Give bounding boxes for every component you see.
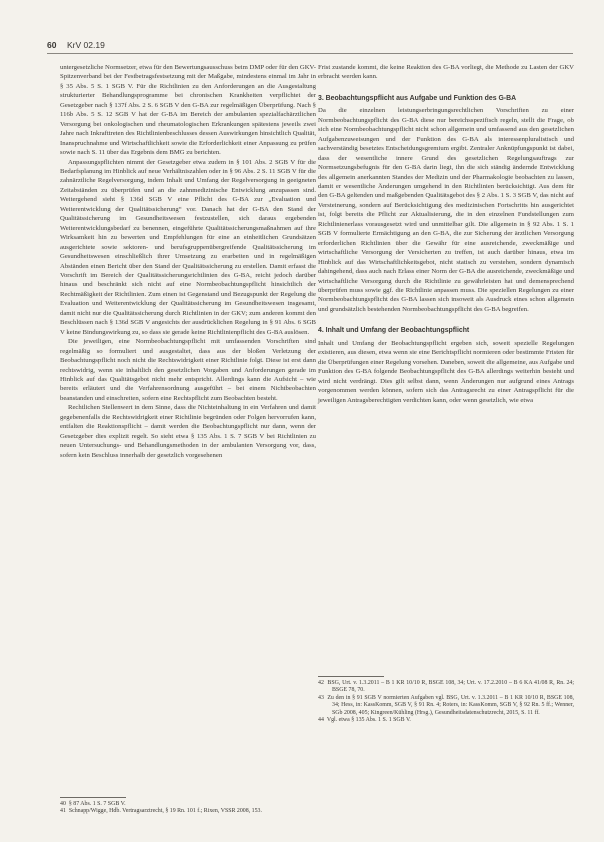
footnote-text: Schnapp/Wigge, Hdb. Vertragsarztrecht, § 19 Rn. 101 f.; Rixen, VSSR 2008, 153. [68, 808, 262, 815]
section-heading: 3. Beobachtungspflicht aus Aufgabe und Funktion des G-BA [318, 94, 517, 102]
paragraph: Rechtlichen Stellenwert in dem Sinne, dass die Nichteinhaltung in ein Verfahren und damit gegebenenfalls die Rechtswidrigkeit einer Richtlinie begründen oder Folgen hervorrufen kann, entfalten die Reaktionspflicht – damit werden die Beobachtungspflicht nur dann, wenn der Gesetzgeber dies explizit regelt. So sieht etwa § 135 Abs. 1 S. 7 SGB V bei Richtlinien zu neuen Untersuchungs- und Behandlungsmethoden in der ambulanten Versorgung vor, dass, sofern kein Beschluss innerhalb der gesetzlich vorgesehenen [60, 404, 316, 459]
left-column [60, 63, 316, 460]
footnote-number: 41 [60, 808, 66, 815]
footnote-text: § 87 Abs. 1 S. 7 SGB V. [68, 801, 126, 807]
footnote-number: 40 [60, 801, 66, 807]
footnote [318, 695, 574, 717]
footnote-text: Zu den in § 91 SGB V normierten Aufgaben vgl. BSG, Urt. v. 1.3.2011 – B 1 KR 10/10 R, BSGE 108, 34; Hess, in: KassKomm, SGB V, § 91 Rn. 4; Roters, in: KassKomm, SGB V, § 92 Rn. 5 ff.; Wenner, SGb 2008, 405; Kingreen/Kühling (Hrsg.), Gesundheitsdatenschutzrecht, 2015, S. 11 ff. [327, 694, 574, 716]
footnote-rule [318, 676, 384, 677]
section-heading: 4. Inhalt und Umfang der Beobachtungspflicht [318, 327, 470, 335]
footnote-text: BSG, Urt. v. 1.3.2011 – B 1 KR 10/10 R, BSGE 108, 34; Urt. v. 17.2.2010 – B 6 KA 41/08 R, Rn. 24; BSGE 78, 70. [327, 680, 574, 694]
footnote-number: 44 [318, 717, 324, 724]
paragraph: Anpassungspflichten nimmt der Gesetzgeber etwa zudem in § 101 Abs. 2 SGB V für die Bedarfsplanung im Hinblick auf neue Verhältniszahlen oder in § 96 Abs. 2 S. 11 SGB V für die zahnärztliche Regelversorgung, indem Inhalt und Umfang der Regelversorgung in geeigneten Zeitabständen zu überprüfen und an die zahnmedizinische Entwicklung anzupassen sind. Weitergehend sieht § 136d SGB V eine Pflicht des G-BA zur „Evaluation und Weiterentwicklung der Qualitätssicherung“ vor. Danach hat der G-BA den Stand der Qualitätssicherung im Gesundheitswesen festzustellen, sich daraus ergebenden Weiterentwicklungsbedarf zu benennen, eingeführte Qualitätssicherungsmaßnahmen auf ihre Wirksamkeit hin zu bewerten und Empfehlungen für eine an einheitlichen Grundsätzen ausgerichtete sowie sektoren- und berufsgruppenübergreifende Qualitätssicherung im Gesundheitswesen einschließlich ihrer Umsetzung zu erarbeiten und in regelmäßigen Abständen einen Bericht über den Stand der Qualitätssicherung zu erstellen. Damit erfasst die Vorschrift im Bereich der Qualitätssicherungsrichtlinien des G-BA, reicht jedoch darüber hinaus und beschränkt sich nicht auf eine Normbeobachtungspflicht hinsichtlich der Rechtmäßigkeit der Richtlinien. Zum einen ist Gegenstand und Bezugspunkt der Regelung die Evaluation und Weiterentwicklung der Qualitätssicherung im Gesundheitswesen insgesamt, damit nicht nur die Qualitätssicherung durch Richtlinien in der GKV; zum anderen kommt den Beschlüssen nach § 136d SGB V angesichts der ausdrücklichen Regelung in § 91 Abs. 6 SGB V keine Bindungswirkung zu, so dass sie gerade keine Richtlinienpflicht des G-BA auslösen. [60, 158, 316, 336]
footnotes-left [60, 801, 316, 816]
footnote-rule [60, 797, 126, 798]
footnote [318, 680, 574, 695]
footnote-text: Vgl. etwa § 135 Abs. 1 S. 1 SGB V. [326, 717, 411, 724]
footnote-number: 42 [318, 680, 324, 686]
paragraph: Die jeweiligen, eine Normbeobachtungspflicht mit umfassenden Vorschriften sind regelmäßig so formuliert und ausgestaltet, dass aus der bloßen Verletzung der Beobachtungspflicht noch nicht die Rechtswidrigkeit einer Richtlinie folgt. Diese ist erst dann rechtswidrig, wenn sie inhaltlich den gesetzlichen Vorgaben und Anforderungen gerade im Hinblick auf das Qualitätsgebot nicht mehr entspricht. Allerdings kann die Aufsicht – wie bereits erläutert und die Verfahrensordnung ausgeführt – bei einem Nichtbeobachten beanstanden und einschreiten, sofern eine Rechtspflicht zum Beobachten besteht. [60, 338, 316, 402]
paragraph: Frist zustande kommt, die keine Reaktion des G-BA vorliegt, die Methode zu Lasten der GKV erbracht werden kann. [318, 64, 574, 81]
paragraph: Da die einzelnen leistungserbringungsrechtlichen Vorschriften zu einer Normbeobachtungspflicht des G-BA diese nur bereichsspezifisch regeln, stellt die Frage, ob sich eine Normbeobachtungspflicht nicht schon allgemein und umfassend aus den gesetzlichen Aufgabenzuweisungen und der Funktion des G-BA als interessenpluralistisch und sachverständig besetztes Entscheidungsgremium ergibt. Zentraler Anknüpfungspunkt ist dabei, dass der wesentliche innere Grund des gesetzlichen Regelungsauftrags zur Normsetzungsbefugnis für den G-BA darin liegt, ihn die sich ständig ändernde Entwicklung des allgemein anerkannten Standes der Medizin und der Pharmakologie beobachten zu lassen, damit er wesentliche Änderungen umgehend in den Richtlinien berücksichtigt. Aus dem für den G-BA geltenden und maßgebenden Qualitätsgebot des § 2 Abs. 1 S. 3 SGB V, das nicht auf Versteinerung, sondern auf Berücksichtigung des medizinischen Fortschritts hin ausgerichtet ist, folgt bereits die Pflicht zur Aktualisierung, die in den einzelnen Fundstellungen zum Richtlinienerlass vorausgesetzt wird und unmittelbar gilt. Die allgemein in § 92 Abs. 1 S. 1 SGB V formulierte Ermächtigung an den G-BA, die zur Sicherung der ärztlichen Versorgung erforderlichen Richtlinien über die Gewähr für eine ausreichende, zweckmäßige und wirtschaftliche Versorgung der Versicherten zu treffen, ist auch darüber hinaus, etwa im Hinblick auf das Wirtschaftlichkeitsgebot, nicht statisch zu verstehen, sondern dynamisch dahingehend, dass auch nach Erlass einer Norm der G-BA die ausreichende, zweckmäßige und wirtschaftliche Versorgung durch die Richtlinie zu gewährleisten hat und demensprechend überprüfen muss sowie ggf. die Richtlinie anpassen muss. Die speziellen Regelungen zu einer Normbeobachtungspflicht des G-BA lassen sich insoweit als Ausdruck eines schon allgemein und grundsätzlich bestehenden Normbeobachtungspflicht des G-BA begreifen. [318, 107, 574, 313]
page-number: 60 [47, 40, 57, 50]
footnotes-right [318, 680, 574, 724]
paragraph: untergesetzliche Normsetzer, etwa für den Bewertungsausschuss beim DMP oder für den GKV-Spitzenverband bei der Festbetragsfestsetzung mit der Maßgabe, mindestens einmal im Jahr in § 35 Abs. 5 S. 1 SGB V. Für die Richtlinien zu den Anforderungen an die Ausgestaltung strukturierter Behandlungsprogramme bei chronischen Krankheiten verpflichtet der Gesetzgeber nach § 137f Abs. 2 S. 6 SGB V den G-BA zur regelmäßigen Überprüfung. Nach § 116b Abs. 5 S. 12 SGB V hat der G-BA im Bereich der ambulanten spezialfachärztlichen Versorgung bei onkologischen und rheumatologischen Erkrankungen spätestens jeweils zwei Jahre nach Inkrafttreten des Richtlinienbeschlusses dessen Auswirkungen hinsichtlich Qualität, Inanspruchnahme und Wirtschaftlichkeit sowie die Erforderlichkeit einer Anpassung zu prüfen sowie nach S. 11 über das Ergebnis dem BMG zu berichten. [60, 64, 316, 157]
footnote-number: 43 [318, 694, 324, 701]
footnote [60, 808, 316, 815]
journal-title: KrV 02.19 [67, 40, 105, 50]
page-header [47, 40, 573, 54]
right-column [318, 63, 574, 405]
header-rule [47, 53, 573, 54]
paragraph: Inhalt und Umfang der Beobachtungspflicht ergeben sich, soweit spezielle Regelungen existieren, aus diesen, etwa wenn sie eine Berichtspflicht normieren oder bestimmte Fristen für die Überprüfungen einer Regelung vorsehen. Daneben, soweit die allgemeine, aus Aufgabe und Funktion des G-BA folgende Beobachtungspflicht des G-BA allerdings weiterhin besteht und wird nicht verdrängt. Dies gilt selbst dann, wenn Änderungen nur aufgrund eines Antrags vorgenommen werden können, sofern sich das Antragsrecht zu einer Antragspflicht für die jeweiligen Antragsberechtigten verdichten kann, oder wenn gesetzlich, wie etwa [318, 339, 574, 404]
footnote [318, 717, 574, 724]
